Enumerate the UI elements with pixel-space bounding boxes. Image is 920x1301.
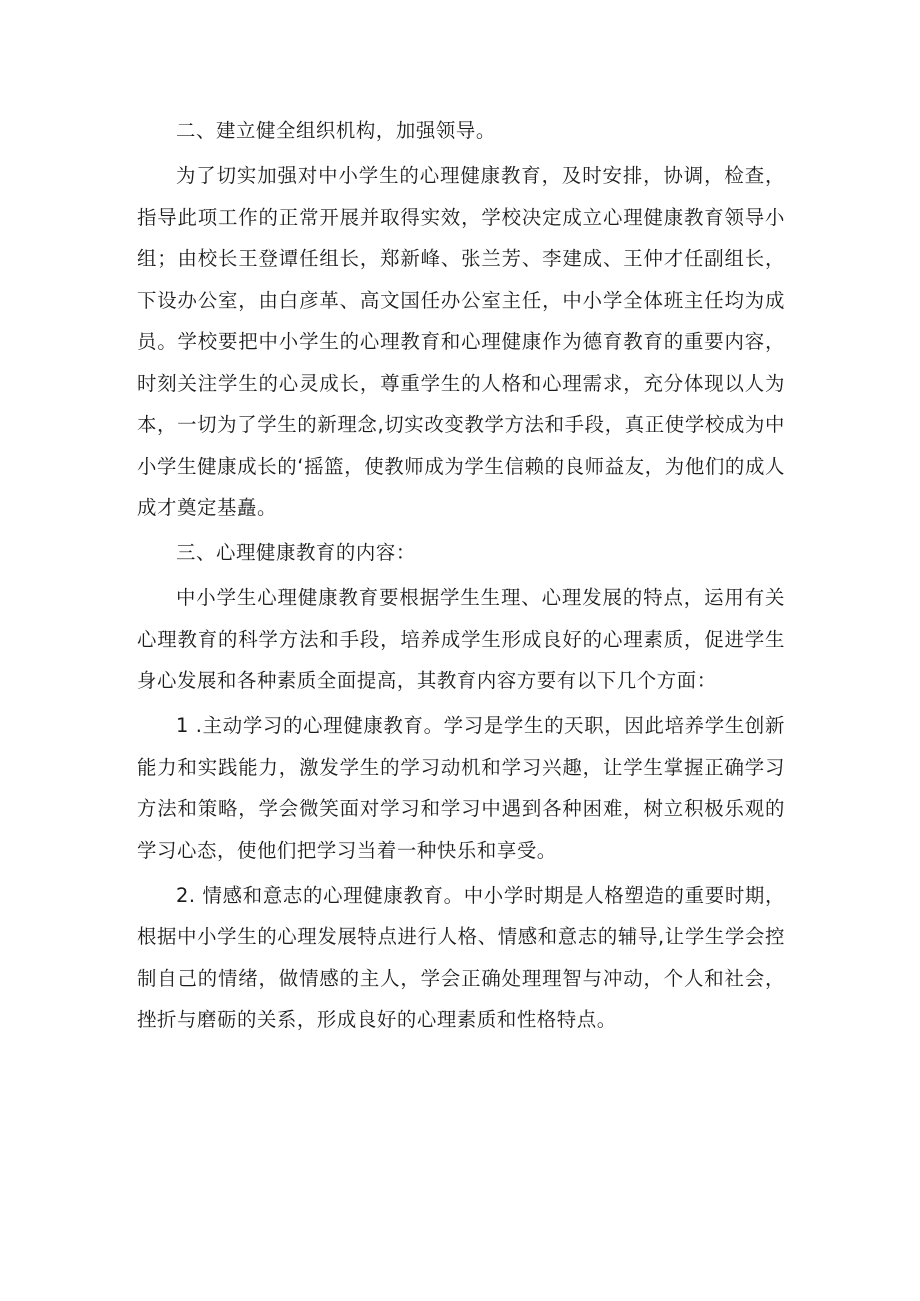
section-heading-3: 三、心理健康教育的内容： — [176, 541, 416, 564]
paragraph-item-1: 1 .主动学习的心理健康教育。学习是学生的天职，因此培养学生创新能力和实践能力，激发学生的学习动机和学习兴趣，让学生掌握正确学习方法和策略，学会微笑面对学习和学习中遇到各种困难，树立积极乐观的学习心态，使他们把学习当着一种快乐和享受。 — [137, 714, 785, 862]
paragraph-item-2: 2. 情感和意志的心理健康教育。中小学时期是人格塑造的重要时期，根据中小学生的心理发展特点进行人格、情感和意志的辅导,让学生学会控制自己的情绪，做情感的主人，学会正确处理理智与冲动，个人和社会，挫折与磨砺的关系，形成良好的心理素质和性格特点。 — [137, 883, 785, 1031]
document-body — [137, 110, 785, 1041]
section-heading-2: 二、建立健全组织机构，加强领导。 — [176, 119, 496, 142]
paragraph-organization: 为了切实加强对中小学生的心理健康教育，及时安排，协调，检查，指导此项工作的正常开展并取得实效，学校决定成立心理健康教育领导小组；由校长王登谭任组长，郑新峰、张兰芳、李建成、王仲才任副组长，下设办公室，由白彦革、高文国任办公室主任，中小学全体班主任均为成员。学校要把中小学生的心理教育和心理健康作为德育教育的重要内容，时刻关注学生的心灵成长，尊重学生的人格和心理需求，充分体现以人为本，一切为了学生的新理念,切实改变教学方法和手段，真正使学校成为中小学生健康成长的‘摇篮，使教师成为学生信赖的良师益友，为他们的成人成才奠定基矗。 — [137, 164, 785, 519]
paragraph-content-intro: 中小学生心理健康教育要根据学生生理、心理发展的特点，运用有关心理教育的科学方法和手段，培养成学生形成良好的心理素质，促进学生身心发展和各种素质全面提高，其教育内容方要有以下几个方面： — [137, 586, 785, 692]
